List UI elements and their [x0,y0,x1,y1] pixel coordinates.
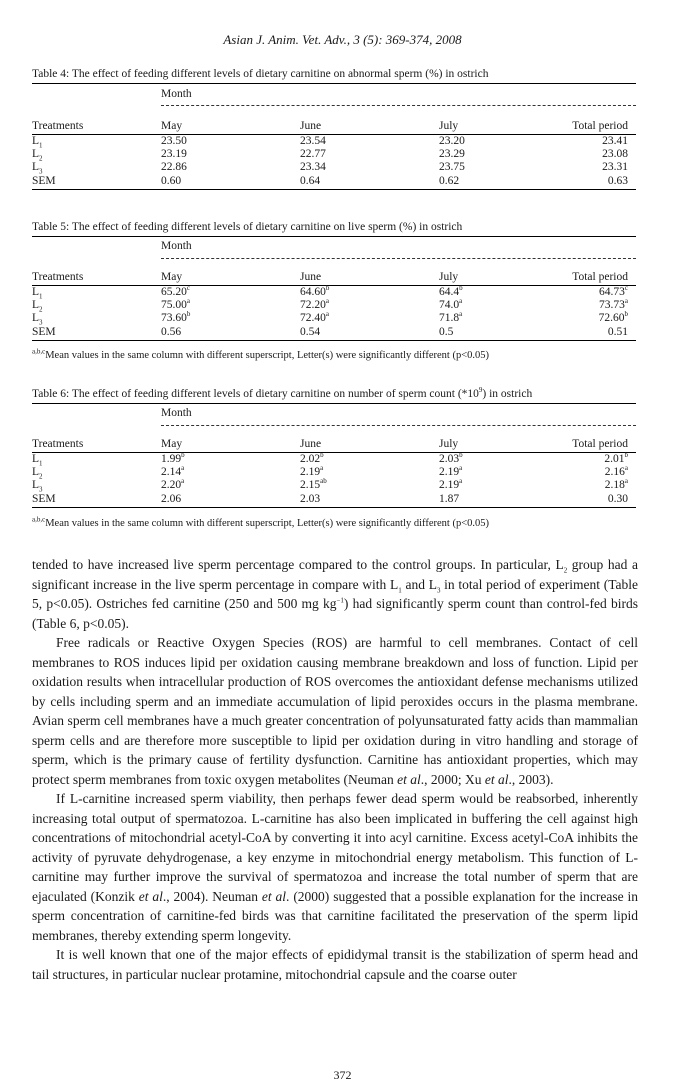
table-data-cell: 73.60$^b$ [161,310,191,325]
table-data-cell: 0.5 [439,325,454,338]
table-data-cell: 64.73$^c$ [599,284,628,298]
table-treatment-cell: SEM [32,492,56,505]
table-data-cell: 75.00$^a$ [161,297,190,312]
table-header-rule [32,452,636,453]
table-data-cell: 72.60$^b$ [598,310,628,325]
paragraph-3: If L-carnitine increased sperm viability, then perhaps fewer dead sperm would be reabsorbed, inherently increasing total output of spermatozoa. L-carnitine has also been implicated in buffering the cell against high concentrations of mitochondrial acetyl-CoA by converting it into acyl carnitine. Excess acetyl-CoA inhibits the activity of pyruvate dehydrogenase, a key enzyme in mitochondrial energy metabolism. This function of L-carnitine may further improve the survival of spermatozoa and increase the total number of sperm that are ejaculated (Konzik et al., 2004). Neuman et al. (2000) suggested that a possible explanation for the increase in sperm concentration of carnitine-fed birds was that carnitine facilitated the preservation of the sperm lipid membranes, thereby extending sperm longevity. [32,791,638,943]
table-6-caption: Table 6: The effect of feeding different levels of dietary carnitine on number of sperm count $(*10^9)$ in ostrich [32,386,533,400]
table-data-cell: 72.40$^a$ [300,310,329,325]
table-data-cell: 0.30 [607,492,628,505]
table-4-top-rule [32,83,636,84]
table-data-cell: 65.20$^c$ [161,284,190,298]
paragraph-1: tended to have increased live sperm percentage compared to the control groups. In particular, $L_2$ group had a significant increase in the live sperm percentage in compare with $L_1$ and $L_3$ in total period of experiment (Table 5, p<0.05). Ostriches fed carnitine (250 and 500 mg $kg^{-1}$) had significantly sperm count than control-fed birds (Table 6, p<0.05). [32,557,638,631]
table-data-cell: 23.54 [300,135,326,147]
table-data-cell: 2.16$^a$ [604,464,628,479]
table-header-cell: June [300,271,322,283]
table-treatment-cell: $L_3$ [32,312,43,327]
table-data-cell: 23.41 [602,135,628,147]
table-data-cell: 22.86 [161,161,187,174]
table-data-cell: 72.20$^a$ [300,297,329,312]
table-4-month-label: Month [161,88,192,100]
table-data-cell: 0.60 [161,174,182,187]
paragraph-2: Free radicals or Reactive Oxygen Species (ROS) are harmful to cell membranes. Contact of cell membranes to ROS induces lipid per oxidation causing membrane breakdown and loss of function. Lipid per oxidation results when intracellular production of ROS overcomes the antioxidant defense mechanisms utilized by cells including sperm and an immediate accumulation of lipid peroxides occurs in the plasma membrane. Avian sperm cell membranes have a much greater concentration of polyunsaturated fatty acids than mammalian sperm cells and are therefore more susceptible to lipid per oxidation during in vitro handling and storage of sperm, which is the primary cause of fertility dysfunction. Carnitine has antioxidant properties, which may protect sperm membranes from toxic oxygen metabolites (Neuman et al., 2000; Xu et al., 2003). [32,635,638,787]
table-treatment-cell: $L_1$ [32,453,43,468]
paragraph-4: It is well known that one of the major effects of epididymal transit is the stabilization of sperm head and tail structures, in particular nuclear protamine, mitochondrial capsule and the coarse outer [32,947,638,982]
table-header-rule [32,285,636,286]
table-treatment-cell: $L_1$ [32,135,43,150]
table-data-cell: 23.75 [439,161,465,174]
table-header-cell: Treatments [32,120,84,132]
table-data-cell: 23.31 [602,161,628,174]
table-data-cell: 0.56 [161,325,182,338]
table-header-cell: May [161,438,183,450]
table-data-cell: 1.99$^b$ [161,451,185,465]
table-bottom-rule [32,340,636,341]
table-header-cell: Treatments [32,438,84,450]
table-data-cell: 2.14$^a$ [161,464,185,479]
table-header-cell: Total period [572,120,628,132]
table-data-cell: 1.87 [439,492,460,505]
table-data-cell: 23.29 [439,148,465,161]
table-data-cell: 64.60$^b$ [300,284,330,298]
table-data-cell: 2.19$^a$ [439,477,463,492]
table-data-cell: 74.0$^a$ [439,297,463,312]
table-data-cell: 23.20 [439,135,465,147]
table-data-cell: 22.77 [300,148,326,161]
page-number: 372 [333,1068,352,1082]
table-data-cell: 2.19$^a$ [439,464,463,479]
table-data-cell: 2.06 [161,492,182,505]
table-6-dash-rule [161,425,636,426]
table-data-cell: 0.54 [300,325,321,338]
table-data-cell: 2.02$^b$ [300,451,324,465]
table-data-cell: 23.19 [161,148,187,161]
body-text [32,555,638,984]
table-treatment-cell: $L_3$ [32,161,43,176]
table-header-cell: Total period [572,271,628,283]
table-treatment-cell: $L_3$ [32,479,43,494]
table-header-cell: July [439,438,459,450]
table-header-cell: June [300,120,322,132]
table-data-cell: 2.03 [300,492,321,505]
table-6-top-rule [32,403,636,404]
table-data-cell: 0.64 [300,174,321,187]
table-data-cell: 71.8$^a$ [439,310,463,325]
table-header-cell: May [161,120,183,132]
table-header-cell: May [161,271,183,283]
table-data-cell: 2.15$^{ab}$ [300,477,327,492]
table-treatment-cell: $L_1$ [32,286,43,301]
table-data-cell: 2.19$^a$ [300,464,324,479]
table-data-cell: 23.34 [300,161,326,174]
table-treatment-cell: $L_2$ [32,299,43,314]
table-header-cell: July [439,120,459,132]
running-head: Asian J. Anim. Vet. Adv., 3 (5): 369-374, 2008 [223,32,462,47]
table-5-top-rule [32,236,636,237]
table-data-cell: 0.51 [607,325,628,338]
table-treatment-cell: SEM [32,325,56,338]
table-data-cell: 23.50 [161,135,187,147]
table-5-footnote: $^{a,b,c}$Mean values in the same column with different superscript, Letter(s) were significantly different (p<0.05) [32,347,489,361]
table-5-month-label: Month [161,240,192,252]
table-data-cell: 2.18$^a$ [604,477,628,492]
table-5-dash-rule [161,258,636,259]
table-data-cell: 2.20$^a$ [161,477,185,492]
table-4-caption: Table 4: The effect of feeding different levels of dietary carnitine on abnormal sperm (%) in ostrich [32,68,489,80]
table-data-cell: 0.62 [439,174,460,187]
table-treatment-cell: $L_2$ [32,148,43,163]
table-header-rule [32,134,636,135]
table-header-cell: Total period [572,438,628,450]
table-header-cell: June [300,438,322,450]
table-5-caption: Table 5: The effect of feeding different levels of dietary carnitine on live sperm (%) in ostrich [32,221,463,233]
table-treatment-cell: $L_2$ [32,466,43,481]
table-data-cell: 73.73$^a$ [599,297,628,312]
table-bottom-rule [32,507,636,508]
table-6-month-label: Month [161,407,192,419]
table-4-dash-rule [161,105,636,106]
table-data-cell: 2.03$^b$ [439,451,463,465]
table-header-cell: July [439,271,459,283]
table-6-footnote: $^{a,b,c}$Mean values in the same column with different superscript, Letter(s) were significantly different (p<0.05) [32,515,489,529]
table-data-cell: 2.01$^b$ [604,451,628,465]
table-data-cell: 64.4$^b$ [439,284,463,298]
table-data-cell: 0.63 [607,174,628,187]
table-treatment-cell: SEM [32,174,56,187]
table-bottom-rule [32,189,636,190]
table-data-cell: 23.08 [602,148,628,161]
table-header-cell: Treatments [32,271,84,283]
